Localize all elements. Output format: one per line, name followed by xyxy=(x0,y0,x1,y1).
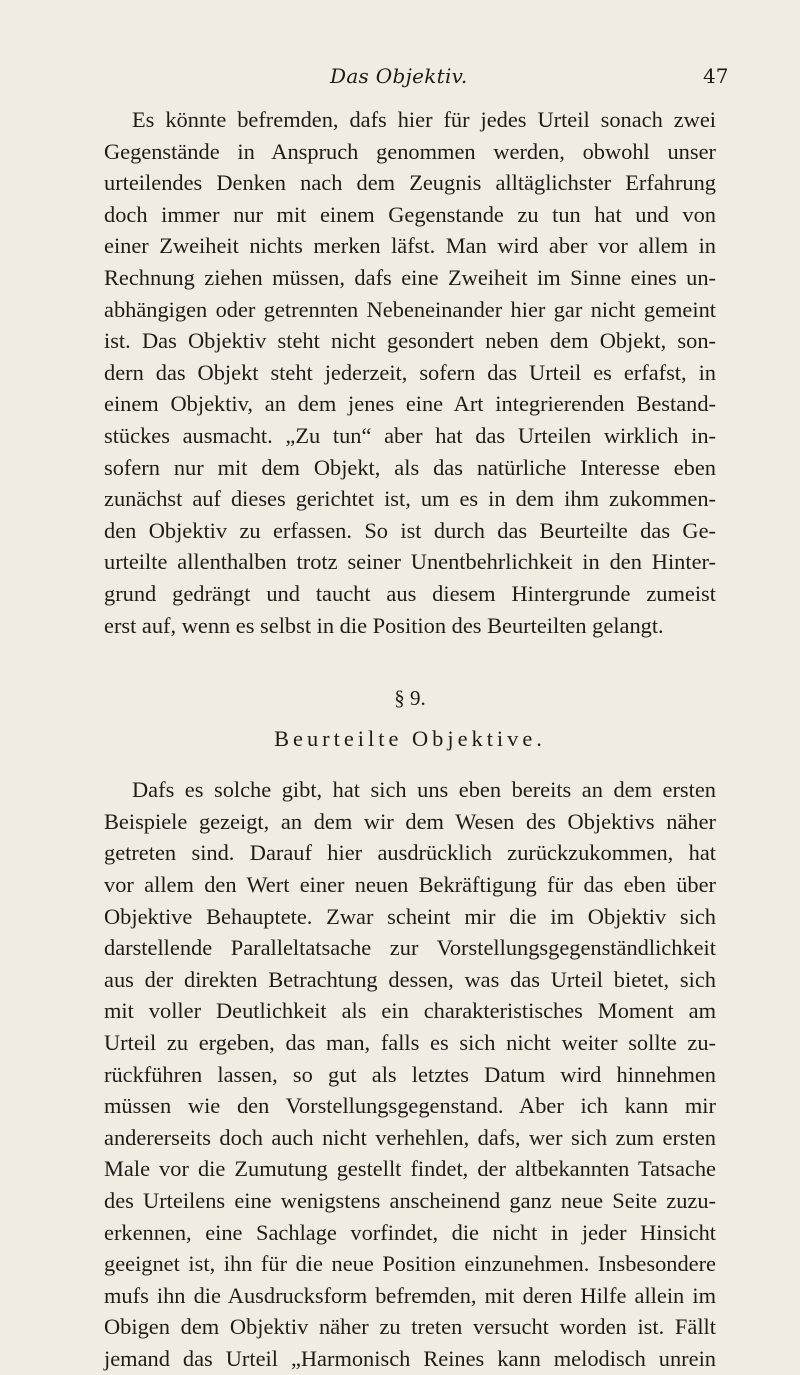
text-line: Gegenstände in Anspruch genommen werden, obwohl unser xyxy=(104,138,716,164)
text-line: Beispiele gezeigt, an dem wir dem Wesen des Objektivs näher xyxy=(104,808,716,834)
text-line: mufs ihn die Ausdrucksform befremden, mit deren Hilfe allein im xyxy=(104,1282,716,1308)
text-line: des Urteilens eine wenigstens anscheinend ganz neue Seite zuzu- xyxy=(104,1188,716,1213)
text-line: Dafs es solche gibt, hat sich uns eben bereits an dem ersten xyxy=(132,777,716,803)
text-line: stückes ausmacht. „Zu tun“ aber hat das Urteilen wirklich in- xyxy=(104,422,716,448)
running-head xyxy=(0,64,800,94)
section-title: Beurteilte Objektive. xyxy=(274,725,546,751)
text-line: abhängigen oder getrennten Nebeneinander hier gar nicht gemeint xyxy=(104,296,716,322)
text-line: Male vor die Zumutung gestellt findet, der altbekannten Tatsache xyxy=(104,1156,716,1182)
text-line: rückführen lassen, so gut als letztes Datum wird hinnehmen xyxy=(104,1061,716,1087)
text-line: Objektive Behauptete. Zwar scheint mir die im Objektiv sich xyxy=(104,903,716,929)
text-line: aus der direkten Betrachtung dessen, was das Urteil bietet, sich xyxy=(104,966,716,992)
text-line: müssen wie den Vorstellungsgegenstand. Aber ich kann mir xyxy=(104,1093,716,1119)
text-line: ist. Das Objektiv steht nicht gesondert neben dem Objekt, son- xyxy=(104,328,716,354)
paragraph-1 xyxy=(104,104,716,641)
text-line: einem Objektiv, an dem jenes eine Art integrierenden Bestand- xyxy=(104,391,716,417)
text-line: zunächst auf dieses gerichtet ist, um es in dem ihm zukommen- xyxy=(104,486,716,512)
paragraph-2 xyxy=(104,774,716,1374)
text-line: darstellende Paralleltatsache zur Vorstellungsgegenständlichkeit xyxy=(104,935,716,961)
text-line: urteilte allenthalben trotz seiner Unentbehrlichkeit in den Hinter- xyxy=(104,549,716,575)
text-line: Rechnung ziehen müssen, dafs eine Zweiheit im Sinne eines un- xyxy=(104,264,716,290)
text-line: jemand das Urteil „Harmonisch Reines kann melodisch unrein xyxy=(104,1345,716,1371)
text-line: einer Zweiheit nichts merken läfst. Man wird aber vor allem in xyxy=(104,233,716,259)
text-line: andererseits doch auch nicht verhehlen, dafs, wer sich zum ersten xyxy=(104,1124,716,1150)
running-title: Das Objektiv. xyxy=(330,64,468,88)
page-number: 47 xyxy=(703,64,729,88)
text-line: Es könnte befremden, dafs hier für jedes Urteil sonach zwei xyxy=(132,107,716,132)
section-number: § 9. xyxy=(394,686,426,711)
text-line: vor allem den Wert einer neuen Bekräftigung für das eben über xyxy=(104,872,716,898)
text-line: getreten sind. Darauf hier ausdrücklich zurückzukommen, hat xyxy=(104,840,716,866)
text-line: urteilendes Denken nach dem Zeugnis alltäglichster Erfahrung xyxy=(104,170,716,196)
text-line: Obigen dem Objektiv näher zu treten versucht worden ist. Fällt xyxy=(104,1314,716,1340)
text-line: dern das Objekt steht jederzeit, sofern das Urteil es erfafst, in xyxy=(104,359,716,385)
text-line: doch immer nur mit einem Gegenstande zu tun hat und von xyxy=(104,201,716,227)
text-line: grund gedrängt und taucht aus diesem Hintergrunde zumeist xyxy=(104,580,716,606)
text-line: mit voller Deutlichkeit als ein charakteristisches Moment am xyxy=(104,998,716,1024)
text-line: den Objektiv zu erfassen. So ist durch das Beurteilte das Ge- xyxy=(104,517,716,543)
text-line: Urteil zu ergeben, das man, falls es sich nicht weiter sollte zu- xyxy=(104,1030,716,1056)
text-line: sofern nur mit dem Objekt, als das natürliche Interesse eben xyxy=(104,454,716,480)
text-line: erkennen, eine Sachlage vorfindet, die nicht in jeder Hinsicht xyxy=(104,1219,716,1245)
body-text xyxy=(104,104,716,1375)
text-line: geeignet ist, ihn für die neue Position einzunehmen. Insbesondere xyxy=(104,1251,716,1277)
text-line: erst auf, wenn es selbst in die Position des Beurteilten gelangt. xyxy=(104,612,664,638)
